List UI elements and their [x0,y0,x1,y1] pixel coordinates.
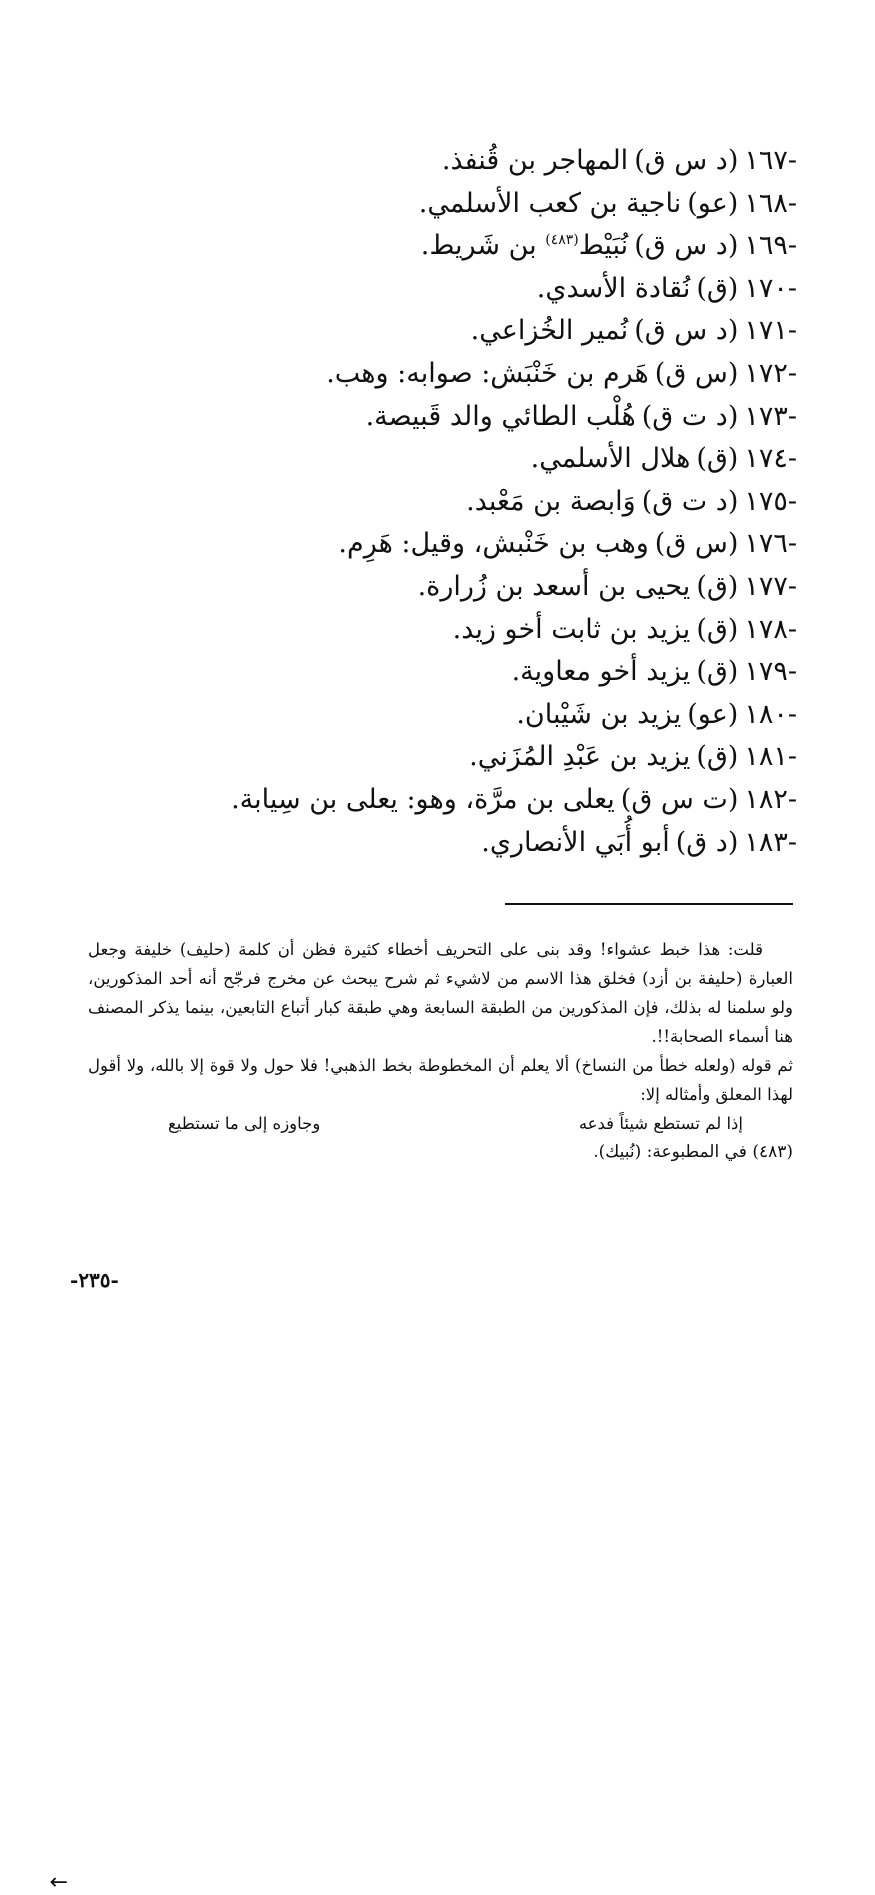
entry-siglum: (د ت ق) [641,485,739,517]
entry-176 [177,523,797,566]
entry-siglum: (ت س ق) [620,783,739,815]
entry-172 [177,353,797,396]
entry-182 [177,779,797,822]
entry-siglum: (ق) [696,570,739,602]
footnote-paragraph: قلت: هذا خبط عشواء! وقد بنى على التحريف أخطاء كثيرة فظن أن كلمة (حليف) خليفة وجعل العبارة (حليفة بن أزد) فخلق هذا الاسم من لاشيء ثم شرح يبحث عن مخرج فرجّح أنه أحد المذكورين، ولو سلمنا له بذلك، فإن المذكورين من الطبقة السابعة وهي طبقة كبار أتباع التابعين، بينما يذكر المصنف هنا أسماء الصحابة!!. [88,940,793,1046]
entry-number: -١٦٩ [744,230,797,262]
entry-168 [177,183,797,226]
entry-number: -١٧٦ [744,528,797,560]
entry-name: يزيد بن عَبْدِ المُزَني. [469,741,691,773]
verse-hemistich-second: وجاوزه إلى ما تستطيع [168,1114,321,1133]
entry-siglum: (س ق) [654,357,739,389]
entry-name: يعلى بن مرَّة، وهو: يعلى بن سِيابة. [231,783,615,815]
entry-number: -١٧١ [744,315,797,347]
entry-siglum: (د س ق) [634,230,739,262]
entry-number: -١٧٣ [744,400,797,432]
entry-siglum: (ق) [696,656,739,688]
entry-name: المهاجر بن قُنفذ. [441,145,629,176]
footnote-separator [505,903,793,905]
entry-siglum: (د ت ق) [641,400,739,432]
entry-name: يزيد بن ثابت أخو زيد. [452,613,691,645]
entry-name: نُبَيْط [578,230,629,262]
entry-169 [177,225,797,268]
entry-name-continued: بن شَريط. [420,230,537,262]
entry-name: ناجية بن كعب الأسلمي. [418,187,682,219]
entry-name: يحيى بن أسعد بن زُرارة. [417,570,691,602]
continuation-arrow-icon: ← [49,1870,68,1895]
entry-list [177,140,797,864]
entry-number: -١٧٢ [744,357,797,389]
entry-name: وَابصة بن مَعْبد. [466,485,636,517]
entry-number: -١٧٨ [744,613,797,645]
entry-siglum: (ق) [696,272,739,304]
entry-173 [177,396,797,439]
footnote-paragraph: ثم قوله (ولعله خطأ من النساخ) ألا يعلم أن المخطوطة بخط الذهبي! فلا حول ولا قوة إلا بالله، ولا أقول لهذا المعلق وأمثاله إلا: [88,1056,793,1104]
entry-name: نُمير الخُزاعي. [470,315,629,347]
entry-name: يزيد أخو معاوية. [511,656,691,688]
footnote-marker-483: (٤٨٣) [545,232,579,249]
entry-number: -١٧٧ [744,570,797,602]
entry-number: -١٨١ [744,741,797,773]
footnote-483: (٤٨٣) في المطبوعة: (نُبيك). [593,1142,793,1162]
entry-175 [177,481,797,524]
entry-siglum: (س ق) [654,528,739,560]
entry-number: -١٦٧ [744,145,797,176]
entry-siglum: (ق) [696,741,739,773]
entry-number: -١٨٢ [744,783,797,815]
entry-number: -١٨٠ [744,698,797,730]
entry-name: وهب بن خَنْبش، وقيل: هَرِم. [338,528,649,560]
entry-name: يزيد بن شَيْبان. [516,698,682,730]
entry-number: -١٧٠ [744,272,797,304]
entry-179 [177,651,797,694]
entry-167 [177,140,797,183]
entry-siglum: (د س ق) [634,315,739,347]
entry-siglum: (د س ق) [634,145,739,176]
entry-siglum: (ق) [696,443,739,475]
entry-number: -١٦٨ [744,187,797,219]
entry-name: أبو أُبَي الأنصاري. [481,826,670,858]
entry-siglum: (د ق) [675,826,739,858]
entry-177 [177,566,797,609]
entry-siglum: (عو) [687,187,739,219]
entry-number: -١٨٣ [744,826,797,858]
verse-hemistich-first: إذا لم تستطع شيئاً فدعه [578,1114,743,1133]
entry-171 [177,310,797,353]
entry-number: -١٧٥ [744,485,797,517]
page-number: -٢٣٥- [70,1268,119,1292]
entry-178 [177,609,797,652]
entry-170 [177,268,797,311]
entry-number: -١٧٤ [744,443,797,475]
entry-name: نُقادة الأسدي. [536,272,691,304]
entry-siglum: (عو) [687,698,739,730]
entry-name: هلال الأسلمي. [530,443,691,475]
entry-183 [177,822,797,865]
entry-siglum: (ق) [696,613,739,645]
entry-name: هَرم بن خَنْبَش: صوابه: وهب. [326,357,649,389]
entry-181 [177,736,797,779]
poetry-verse [88,1109,793,1138]
entry-number: -١٧٩ [744,656,797,688]
entry-180 [177,694,797,737]
entry-174 [177,438,797,481]
entry-name: هُلْب الطائي والد قَبيصة. [365,400,636,432]
